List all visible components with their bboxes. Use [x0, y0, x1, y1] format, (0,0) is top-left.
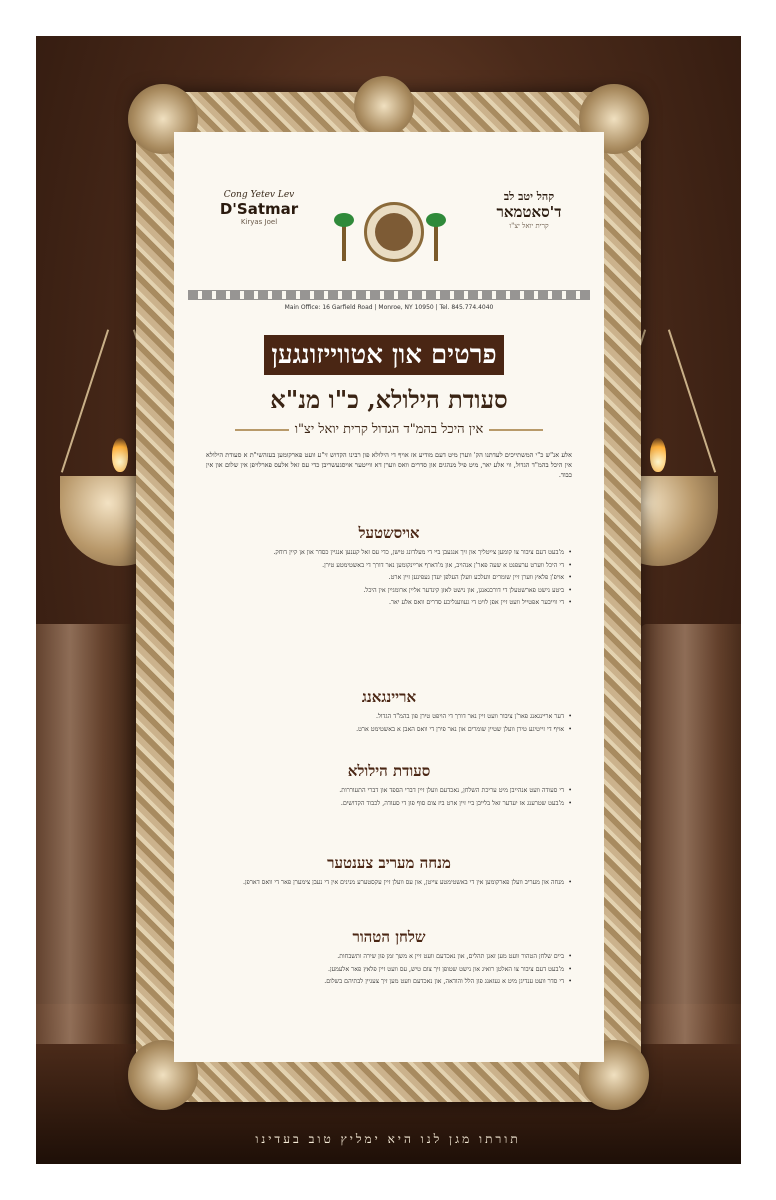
section-bullets	[206, 712, 572, 737]
notice-paper	[174, 132, 604, 1062]
flame-icon	[112, 438, 128, 472]
list-item: • דער אריינגאנג פאר'ן ציבור וועט זיין נאר דורך די הויפט טירן פון בהמ"ד הגדול.	[206, 712, 572, 722]
section-bullets	[206, 878, 572, 891]
section-bullets	[206, 786, 572, 811]
section-bullets	[206, 952, 572, 990]
list-item: • ביטע נישט פארשטעלן די דורכגאנגן, און נישט לאזן קינדער אליין ארומגיין אין היכל.	[206, 586, 572, 596]
section-title: מנחה מעריב צענטער	[327, 854, 451, 872]
flame-icon	[650, 438, 666, 472]
event-title: סעודת הילולא, כ"ו מנ"א	[270, 385, 508, 414]
section-title: אויסשטעל	[358, 524, 420, 542]
ornament-line	[489, 429, 543, 431]
list-item: • די סעודה וועט אנהייבן מיט עריכת השלחן, נאכדעם וועלן זיין דברי הספד און דברי התעוררות.	[206, 786, 572, 796]
section-title: סעודת הילולא	[347, 762, 431, 780]
list-item: • די ווייבער אפטייל וועט זיין אפן לויט די געווענליכע סדרים וואס אלע יאר.	[206, 598, 572, 608]
banner-title: פרטים און אטווייזונגען	[264, 335, 504, 375]
list-item: • מ'בעט דעם ציבור צו קומען צייטליך און זיך אנגעבן ביי די מעלדונג טישן, כדי עס זאל קענען אנגיין כסדר און אן קיין דוחק.	[206, 548, 572, 558]
footer-motto: תורתו מגן לנו היא ימליץ טוב בעדינו	[255, 1132, 521, 1146]
intro-paragraph: אלע אנ"ש כ"י המשתייכים לעדתנו הק' ווערן מיט דעם מודיע אז אויף די הילולא פון רבינו הקדוש זי"ע וועט פארקומען בעזהשי"ת א סעודת הילולא אין היכל בהמ"ד הגדול, ווי אלע יאר, מיט פיל מנהגים און סדרים וואס ווערן דא ווייטער אויסגעשריבן כדי עס זאל אלעס פארלויפן אין שלום און אין כבוד.	[206, 451, 572, 479]
list-item: • אויף די זייטיגע טירן וועלן שטיין שומרים און נאר פירן די וואס האבן א באשטימט ארט.	[206, 725, 572, 735]
congregation-seal	[364, 202, 424, 262]
office-address: Main Office: 16 Garfield Road | Monroe, NY 10950 | Tel. 845.774.4040	[284, 304, 494, 311]
palm-tree-icon	[334, 207, 354, 261]
list-item: • ביים שלחן הטהור וועט מען זאגן תהלים, און נאכדעם וועט זיין א משך זמן פון שירה ותשבחות.	[206, 952, 572, 962]
list-item: • די סדר וועט ענדיגן מיט א געזאנג פון הלל והודאה, און נאכדעם וועט מען זיך צעגיין לבתיהם בשלום.	[206, 977, 572, 987]
left-chain	[61, 329, 109, 472]
list-item: • מנחה און מעריב וועלן פארקומען אין די באשטימטע צייטן, און עס וועלן זיין עקסטערע מנינים אין די נעבן צימערן פאר די וואס דארפן.	[206, 878, 572, 888]
left-pillar	[36, 624, 136, 1044]
list-item: • אויפ'ן פלאץ ווערן זיין שומרים וועלכע וועלן העלפן יעדן געפינען זיין ארט.	[206, 573, 572, 583]
right-chain	[668, 329, 716, 472]
congregation-name-english: Cong Yetev Lev D'Satmar Kiryas Joel	[219, 190, 299, 226]
list-item: • די היכל ווערט ערעפנט א שעה פאר'ן אנהויב, און מ'דארף אריינקומען נאר דורך די באשטימטע טירן.	[206, 561, 572, 571]
right-pillar	[641, 624, 741, 1044]
palm-tree-icon	[426, 207, 446, 261]
congregation-name-hebrew: קהל יטב לב ד'סאטמאר קרית יואל יצ"ו	[496, 190, 562, 230]
ornament-line	[235, 429, 289, 431]
frame-top-crest	[354, 76, 414, 136]
section-title: שלחן הטהור	[352, 928, 426, 946]
section-bullets	[206, 548, 572, 611]
list-item: • מ'בעט דעם ציבור צו האלטן רואיג און נישט שטופן זיך צום טיש, עס וועט זיין פלאץ פאר אלעמען.	[206, 965, 572, 975]
letterhead	[174, 132, 604, 297]
poster-background	[36, 36, 741, 1164]
letterhead-strip	[188, 290, 590, 300]
section-title: אריינגאנג	[361, 688, 417, 706]
list-item: • מ'בעט שטרענג אז יעדער זאל בלייבן ביי זיין ארט ביז צום סוף פון די סעודה, לכבוד הקדושים.	[206, 799, 572, 809]
venue-line: אין היכל בהמ"ד הגדול קרית יואל יצ"ו	[174, 421, 604, 437]
